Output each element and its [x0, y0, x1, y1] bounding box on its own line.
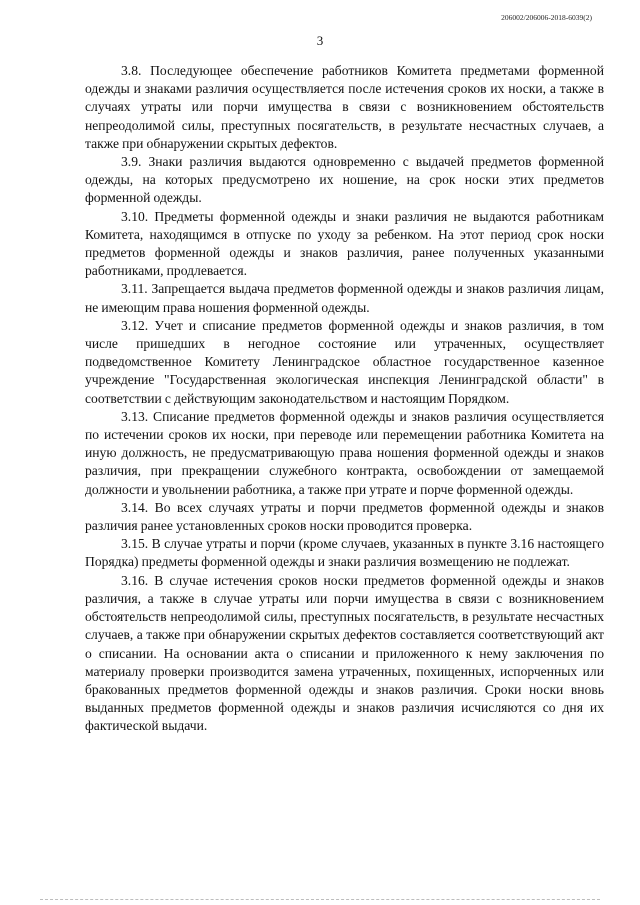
paragraph-3-8: 3.8. Последующее обеспечение работников Комитета предметами форменной одежды и знаками различия осуществляется после истечения сроков их носки, а также в случаях утраты или порчи имущества в связи с возникновением обстоятельств непреодолимой силы, преступных посягательств, в результате несчастных случаев, а также при обнаружении скрытых дефектов.	[85, 63, 604, 151]
page-bottom-divider	[40, 899, 600, 900]
document-code: 206002/206006-2018-6039(2)	[501, 13, 592, 22]
paragraph-3-12: 3.12. Учет и списание предметов форменной одежды и знаков различия, в том числе пришедших в негодное состояние или утраченных, осуществляет подведомственное Комитету Ленинградское областное государственное казенное учреждение "Государственная экологическая инспекция Ленинградской области" в соответствии с действующим законодательством и настоящим Порядком.	[85, 317, 604, 406]
paragraph-3-13: 3.13. Списание предметов форменной одежды и знаков различия осуществляется по истечении сроков их носки, при переводе или перемещении работника Комитета на иную должность, не предусматривающую права ношения форменной одежды и знаков различия, при прекращении служебного контракта, освобождении от замещаемой должности и увольнении работника, а также при утрате и порче форменной одежды.	[85, 408, 604, 497]
paragraph-3-10: 3.10. Предметы форменной одежды и знаки различия не выдаются работникам Комитета, находящимся в отпуске по уходу за ребенком. На этот период срок носки предметов форменной одежды и знаков различия, ранее полученных указанными работниками, продлевается.	[85, 208, 604, 279]
paragraph-3-9: 3.9. Знаки различия выдаются одновременно с выдачей предметов форменной одежды, на которых предусмотрено их ношение, на срок носки этих предметов форменной одежды.	[85, 154, 604, 206]
paragraph-3-14: 3.14. Во всех случаях утраты и порчи предметов форменной одежды и знаков различия ранее установленных сроков носки проводится проверка.	[85, 499, 604, 534]
page-number: 3	[316, 33, 324, 48]
paragraph-3-11: 3.11. Запрещается выдача предметов форменной одежды и знаков различия лицам, не имеющим права ношения форменной одежды.	[85, 281, 604, 315]
document-body	[85, 62, 604, 736]
paragraph-3-15: 3.15. В случае утраты и порчи (кроме случаев, указанных в пункте 3.16 настоящего Порядка) предметы форменной одежды и знаки различия возмещению не подлежат.	[85, 536, 604, 570]
paragraph-3-16: 3.16. В случае истечения сроков носки предметов форменной одежды и знаков различия, а также в случае утраты или порчи имущества в связи с возникновением обстоятельств непреодолимой силы, преступных посягательств, в результате несчастных случаев, а также при обнаружении скрытых дефектов составляется соответствующий акт о списании. На основании акта о списании и приложенного к нему заключения по материалу проверки производится замена утраченных, похищенных, испорченных или бракованных предметов форменной одежды и знаков различия. Сроки носки вновь выданных предметов форменной одежды и знаков различия исчисляются со дня их фактической выдачи.	[85, 572, 604, 734]
